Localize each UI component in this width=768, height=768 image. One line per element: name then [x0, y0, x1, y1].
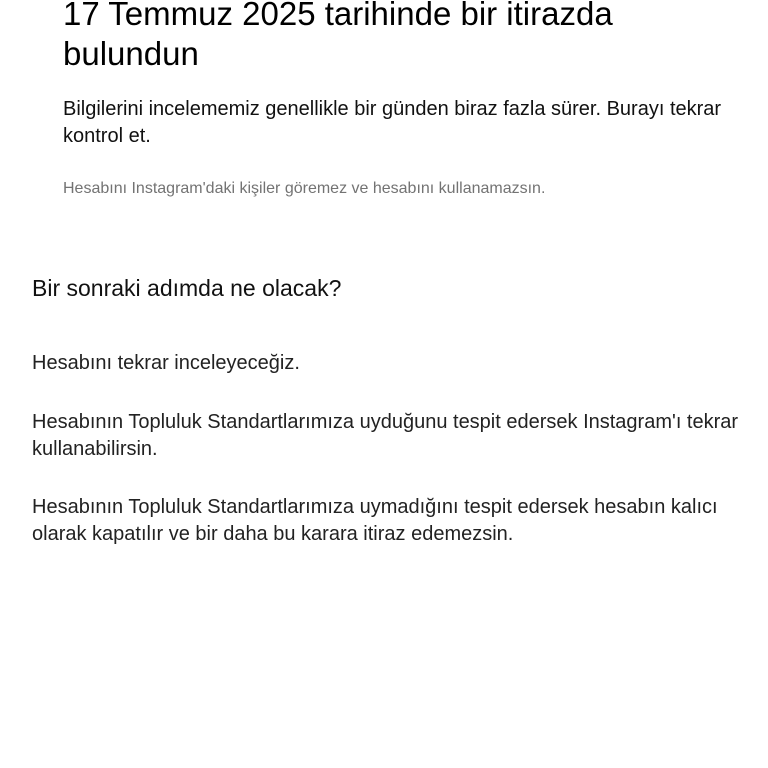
- next-steps-heading: Bir sonraki adımda ne olacak?: [32, 275, 342, 301]
- next-step-paragraph: Hesabının Topluluk Standartlarımıza uymadığını tespit edersek hesabın kalıcı olarak kapatılır ve bir daha bu karara itiraz edemezsin.: [32, 496, 718, 545]
- account-status-note: Hesabını Instagram'daki kişiler göremez ve hesabını kullanamazsın.: [63, 180, 546, 197]
- next-step-paragraph: Hesabını tekrar inceleyeceğiz.: [32, 352, 300, 374]
- review-description: Bilgilerini incelememiz genellikle bir günden biraz fazla sürer. Burayı tekrar kontrol et.: [63, 98, 722, 147]
- next-step-paragraph: Hesabının Topluluk Standartlarımıza uyduğunu tespit edersek Instagram'ı tekrar kullanabilirsin.: [32, 411, 739, 460]
- page-title: 17 Temmuz 2025 tarihinde bir itirazda bulundun: [63, 0, 613, 72]
